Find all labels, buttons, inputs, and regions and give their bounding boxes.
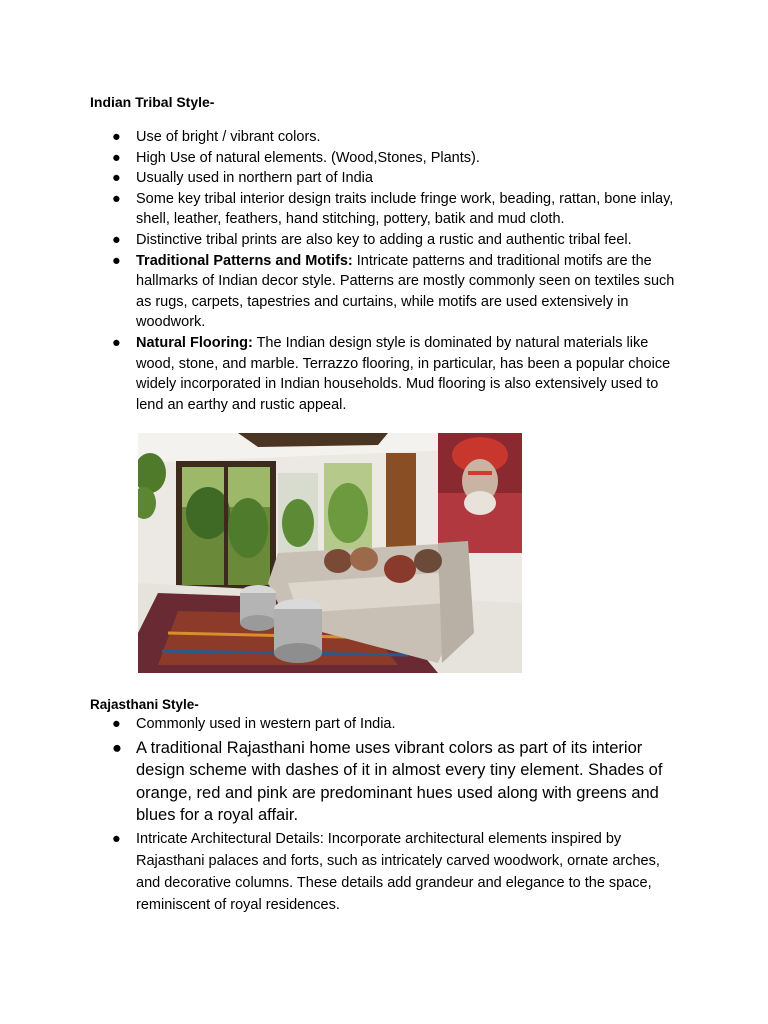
bullet-icon: ●: [112, 830, 121, 847]
section-heading-tribal: Indian Tribal Style-: [90, 94, 215, 110]
list-item: [0, 230, 768, 251]
list-item: [0, 737, 768, 827]
list-item-text: Usually used in northern part of India: [136, 170, 373, 187]
list-item-text: Intricate Architectural Details: Incorporate architectural elements inspired by Rajasthani palaces and forts, such as intricately carved woodwork, ornate arches, and decorative columns. These details add grandeur and elegance to the space, reminiscent of royal residences.: [136, 830, 660, 913]
bullet-icon: ●: [112, 738, 122, 757]
list-item-text: Intricate patterns and traditional motifs are the hallmarks of Indian decor style. Patterns are mostly commonly seen on textiles such as rugs, carpets, tapestries and curtains, while motifs are used extensively in woodwork.: [136, 252, 675, 331]
bullet-icon: ●: [112, 334, 121, 351]
list-item-text: High Use of natural elements. (Wood,Stones, Plants).: [136, 149, 480, 166]
list-item-text: Some key tribal interior design traits include fringe work, beading, rattan, bone inlay, shell, leather, feathers, hand stitching, pottery, batik and mud cloth.: [136, 190, 674, 228]
list-item-text: A traditional Rajasthani home uses vibrant colors as part of its interior design scheme with dashes of it in almost every tiny element. Shades of orange, red and pink are predominant hues used along with greens and blues for a royal affair.: [136, 738, 663, 824]
list-item: [0, 127, 768, 148]
list-item-text: Commonly used in western part of India.: [136, 716, 396, 732]
bullet-icon: ●: [112, 716, 121, 732]
list-item: [0, 714, 768, 736]
list-item-text: Distinctive tribal prints are also key to adding a rustic and authentic tribal feel.: [136, 231, 632, 248]
bullet-icon: ●: [112, 231, 121, 248]
bullet-icon: ●: [112, 252, 121, 269]
section-heading-rajasthani: Rajasthani Style-: [90, 697, 199, 712]
list-item: [0, 251, 768, 333]
list-item-bold-label: Traditional Patterns and Motifs:: [136, 252, 353, 269]
list-item: [0, 168, 768, 189]
tribal-style-list: [0, 127, 768, 415]
living-room-photo: [138, 433, 522, 673]
list-item: [0, 828, 768, 916]
list-item-bold-label: Natural Flooring:: [136, 334, 253, 351]
list-item: [0, 148, 768, 169]
bullet-icon: ●: [112, 170, 121, 187]
bullet-icon: ●: [112, 190, 121, 207]
bullet-icon: ●: [112, 149, 121, 166]
list-item-text: Use of bright / vibrant colors.: [136, 129, 321, 145]
bullet-icon: ●: [112, 129, 121, 145]
list-item: [0, 189, 768, 230]
list-item-text: The Indian design style is dominated by natural materials like wood, stone, and marble. Terrazzo flooring, in particular, has been a popular choice widely incorporated in Indian households. Mud flooring is also extensively used to lend an earthy and rustic appeal.: [136, 334, 671, 413]
rajasthani-style-list: [0, 714, 768, 916]
list-item: [0, 333, 768, 415]
